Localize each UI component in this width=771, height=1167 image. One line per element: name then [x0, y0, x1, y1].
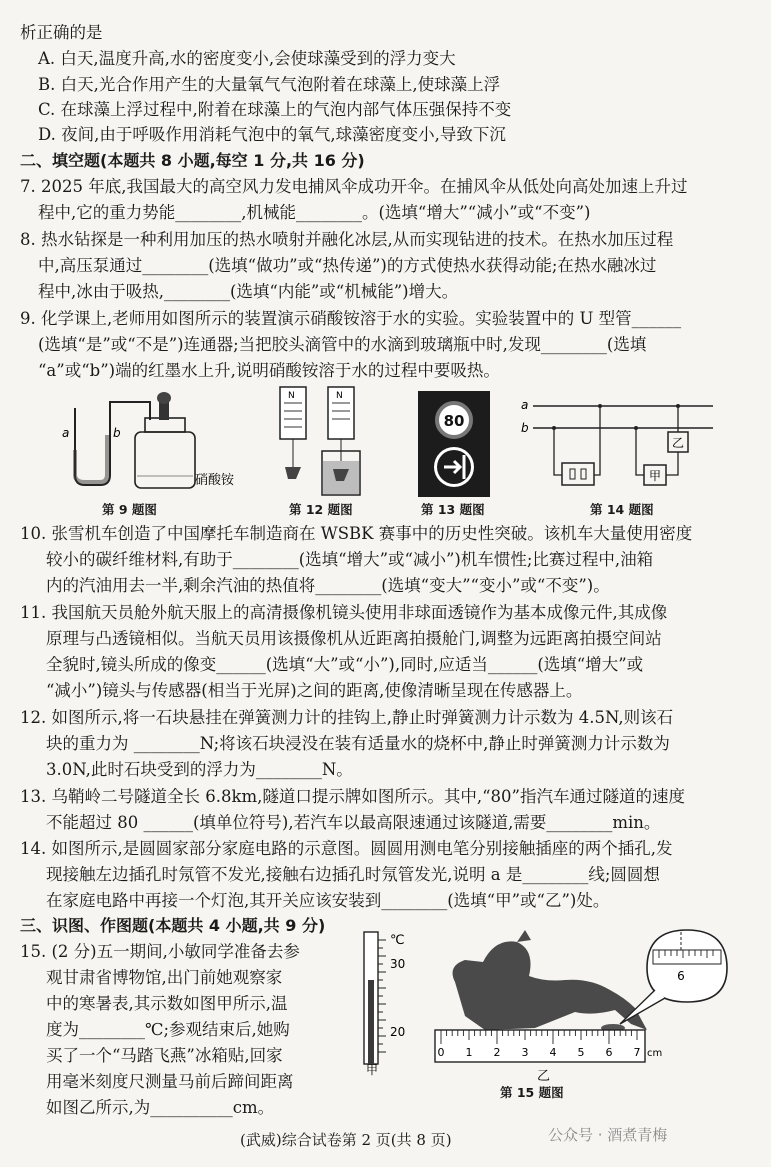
q15-line-4: 度为________℃;参观结束后,她购 [46, 1020, 290, 1039]
q9-line-1: 9. 化学课上,老师用如图所示的装置演示硝酸铵溶于水的实验。实验装置中的 U 型管______ [20, 309, 682, 328]
fig14-label-b: b [521, 421, 529, 435]
fig14-label-yi: 乙 [671, 436, 685, 450]
fig9-label-a: a [62, 426, 70, 440]
fig15-ruler-tick-1: 1 [465, 1046, 473, 1059]
fig15-zoom-label: 6 [677, 969, 685, 983]
q6-option-d: D. 夜间,由于呼吸作用消耗气泡中的氧气,球藻密度变小,导致下沉 [38, 125, 506, 144]
fig15-thermometer [350, 928, 410, 1078]
fig15-ruler-tick-3: 3 [521, 1046, 529, 1059]
q6-option-c: C. 在球藻上浮过程中,附着在球藻上的气泡内部气体压强保持不变 [38, 100, 512, 119]
fig15-ruler-tick-5: 5 [577, 1046, 585, 1059]
fig15-ruler-tick-4: 4 [549, 1046, 557, 1059]
fig9-caption: 第 9 题图 [102, 502, 157, 517]
fig15-label-jia: 甲 [366, 1063, 379, 1077]
q9-line-2: (选填“是”或“不是”)连通器;当把胶头滴管中的水滴到玻璃瓶中时,发现________(选填 [38, 335, 647, 354]
q14-line-3: 在家庭电路中再接一个灯泡,其开关应该安装到________(选填“甲”或“乙”)处。 [46, 891, 610, 910]
fig15-ruler-unit: cm [647, 1048, 663, 1059]
q15-line-1: 15. (2 分)五一期间,小敏同学准备去参 [20, 942, 300, 961]
section3-heading: 三、识图、作图题(本题共 4 小题,共 9 分) [20, 916, 326, 935]
q7-line-1: 7. 2025 年底,我国最大的高空风力发电捕风伞成功开伞。在捕风伞从低处向高处加速上升过 [20, 177, 688, 196]
fig12-caption: 第 12 题图 [289, 502, 353, 517]
q11-line-2: 原理与凸透镜相似。当航天员用该摄像机从近距离拍摄舱门,调整为远距离拍摄空间站 [46, 629, 662, 648]
q6-stem-tail: 析正确的是 [20, 23, 103, 42]
page-footer: (武威)综合试卷第 2 页(共 8 页) [240, 1131, 452, 1149]
fig15-ruler-tick-6: 6 [605, 1046, 613, 1059]
fig15-ruler-tick-0: 0 [437, 1046, 445, 1059]
q10-line-3: 内的汽油用去一半,剩余汽油的热值将________(选填“变大”“变小”或“不变”)。 [46, 576, 610, 595]
fig15-thermo-unit: ℃ [390, 933, 405, 948]
q8-line-3: 程中,冰由于吸热,________(选填“内能”或“机械能”)增大。 [38, 282, 459, 301]
fig13-tunnel-sign [418, 391, 490, 497]
q6-option-a: A. 白天,温度升高,水的密度变小,会使球藻受到的浮力变大 [38, 49, 456, 68]
q12-line-1: 12. 如图所示,将一石块悬挂在弹簧测力计的挂钩上,静止时弹簧测力计示数为 4.5N,则该石 [20, 708, 674, 727]
q10-line-2: 较小的碳纤维材料,有助于________(选填“增大”或“减小”)机车惯性;比赛过程中,油箱 [46, 550, 654, 569]
fig13-speed-limit: 80 [443, 412, 465, 430]
watermark: 公众号 · 酒煮青梅 [548, 1126, 668, 1144]
fig14-circuit [518, 397, 718, 497]
fig15-label-yi: 乙 [537, 1069, 551, 1084]
fig14-label-jia: 甲 [648, 469, 662, 483]
q6-option-b: B. 白天,光合作用产生的大量氧气气泡附着在球藻上,使球藻上浮 [38, 75, 501, 94]
fig14-label-a: a [521, 398, 529, 412]
q15-line-6: 用毫米刻度尺测量马前后蹄间距离 [46, 1072, 294, 1091]
fig15-caption: 第 15 题图 [500, 1085, 564, 1100]
fig9-label-b: b [113, 426, 121, 440]
q11-line-1: 11. 我国航天员舱外航天服上的高清摄像机镜头使用非球面透镜作为基本成像元件,其成像 [20, 603, 668, 622]
q11-line-4: “减小”)镜头与传感器(相当于光屏)之间的距离,使像清晰呈现在传感器上。 [46, 681, 583, 700]
q13-line-2: 不能超过 80 ______(填单位符号),若汽车以最高限速通过该隧道,需要________min。 [46, 813, 661, 832]
fig15-horse-ruler [425, 920, 755, 1090]
section2-heading: 二、填空题(本题共 8 小题,每空 1 分,共 16 分) [20, 151, 365, 170]
q14-line-2: 现接触左边插孔时氖管不发光,接触右边插孔时氖管发光,说明 a 是________线;圆圆想 [46, 865, 660, 884]
fig13-caption: 第 13 题图 [421, 502, 485, 517]
q8-line-1: 8. 热水钻探是一种利用加压的热水喷射并融化冰层,从而实现钻进的技术。在热水加压过程 [20, 230, 674, 249]
q14-line-1: 14. 如图所示,是圆圆家部分家庭电路的示意图。圆圆用测电笔分别接触插座的两个插孔,发 [20, 839, 673, 858]
fig15-thermo-20: 20 [390, 1025, 406, 1039]
q12-line-2: 块的重力为 ________N;将该石块浸没在装有适量水的烧杯中,静止时弹簧测力计示数为 [46, 734, 670, 753]
fig9-apparatus [55, 390, 275, 495]
q13-line-1: 13. 乌鞘岭二号隧道全长 6.8km,隧道口提示牌如图所示。其中,“80”指汽车通过隧道的速度 [20, 787, 685, 806]
q11-line-3: 全貌时,镜头所成的像变______(选填“大”或“小”),同时,应适当______(选填“增大”或 [46, 655, 644, 674]
q8-line-2: 中,高压泵通过________(选填“做功”或“热传递”)的方式使热水获得动能;在热水融冰过 [38, 256, 657, 275]
q7-line-2: 程中,它的重力势能________,机械能________。(选填“增大”“减小”或“不变”) [38, 203, 591, 222]
q15-line-7: 如图乙所示,为__________cm。 [46, 1098, 275, 1117]
fig12-label-n-right: N [336, 391, 343, 401]
fig12-spring-scales [270, 385, 375, 500]
fig15-ruler-tick-2: 2 [493, 1046, 501, 1059]
q10-line-1: 10. 张雪机车创造了中国摩托车制造商在 WSBK 赛事中的历史性突破。该机车大量使用密度 [20, 524, 693, 543]
fig12-label-n-left: N [288, 391, 295, 401]
q12-line-3: 3.0N,此时石块受到的浮力为________N。 [46, 760, 353, 779]
fig14-caption: 第 14 题图 [590, 502, 654, 517]
q15-line-3: 中的寒暑表,其示数如图甲所示,温 [46, 994, 288, 1013]
fig15-thermo-30: 30 [390, 957, 406, 971]
q15-line-2: 观甘肃省博物馆,出门前她观察家 [46, 968, 283, 987]
fig9-label-chem: 硝酸铵 [195, 473, 235, 488]
q9-line-3: “a”或“b”)端的红墨水上升,说明硝酸铵溶于水的过程中要吸热。 [38, 361, 500, 380]
fig15-ruler-tick-7: 7 [633, 1046, 641, 1059]
q15-line-5: 买了一个“马踏飞燕”冰箱贴,回家 [46, 1046, 283, 1065]
